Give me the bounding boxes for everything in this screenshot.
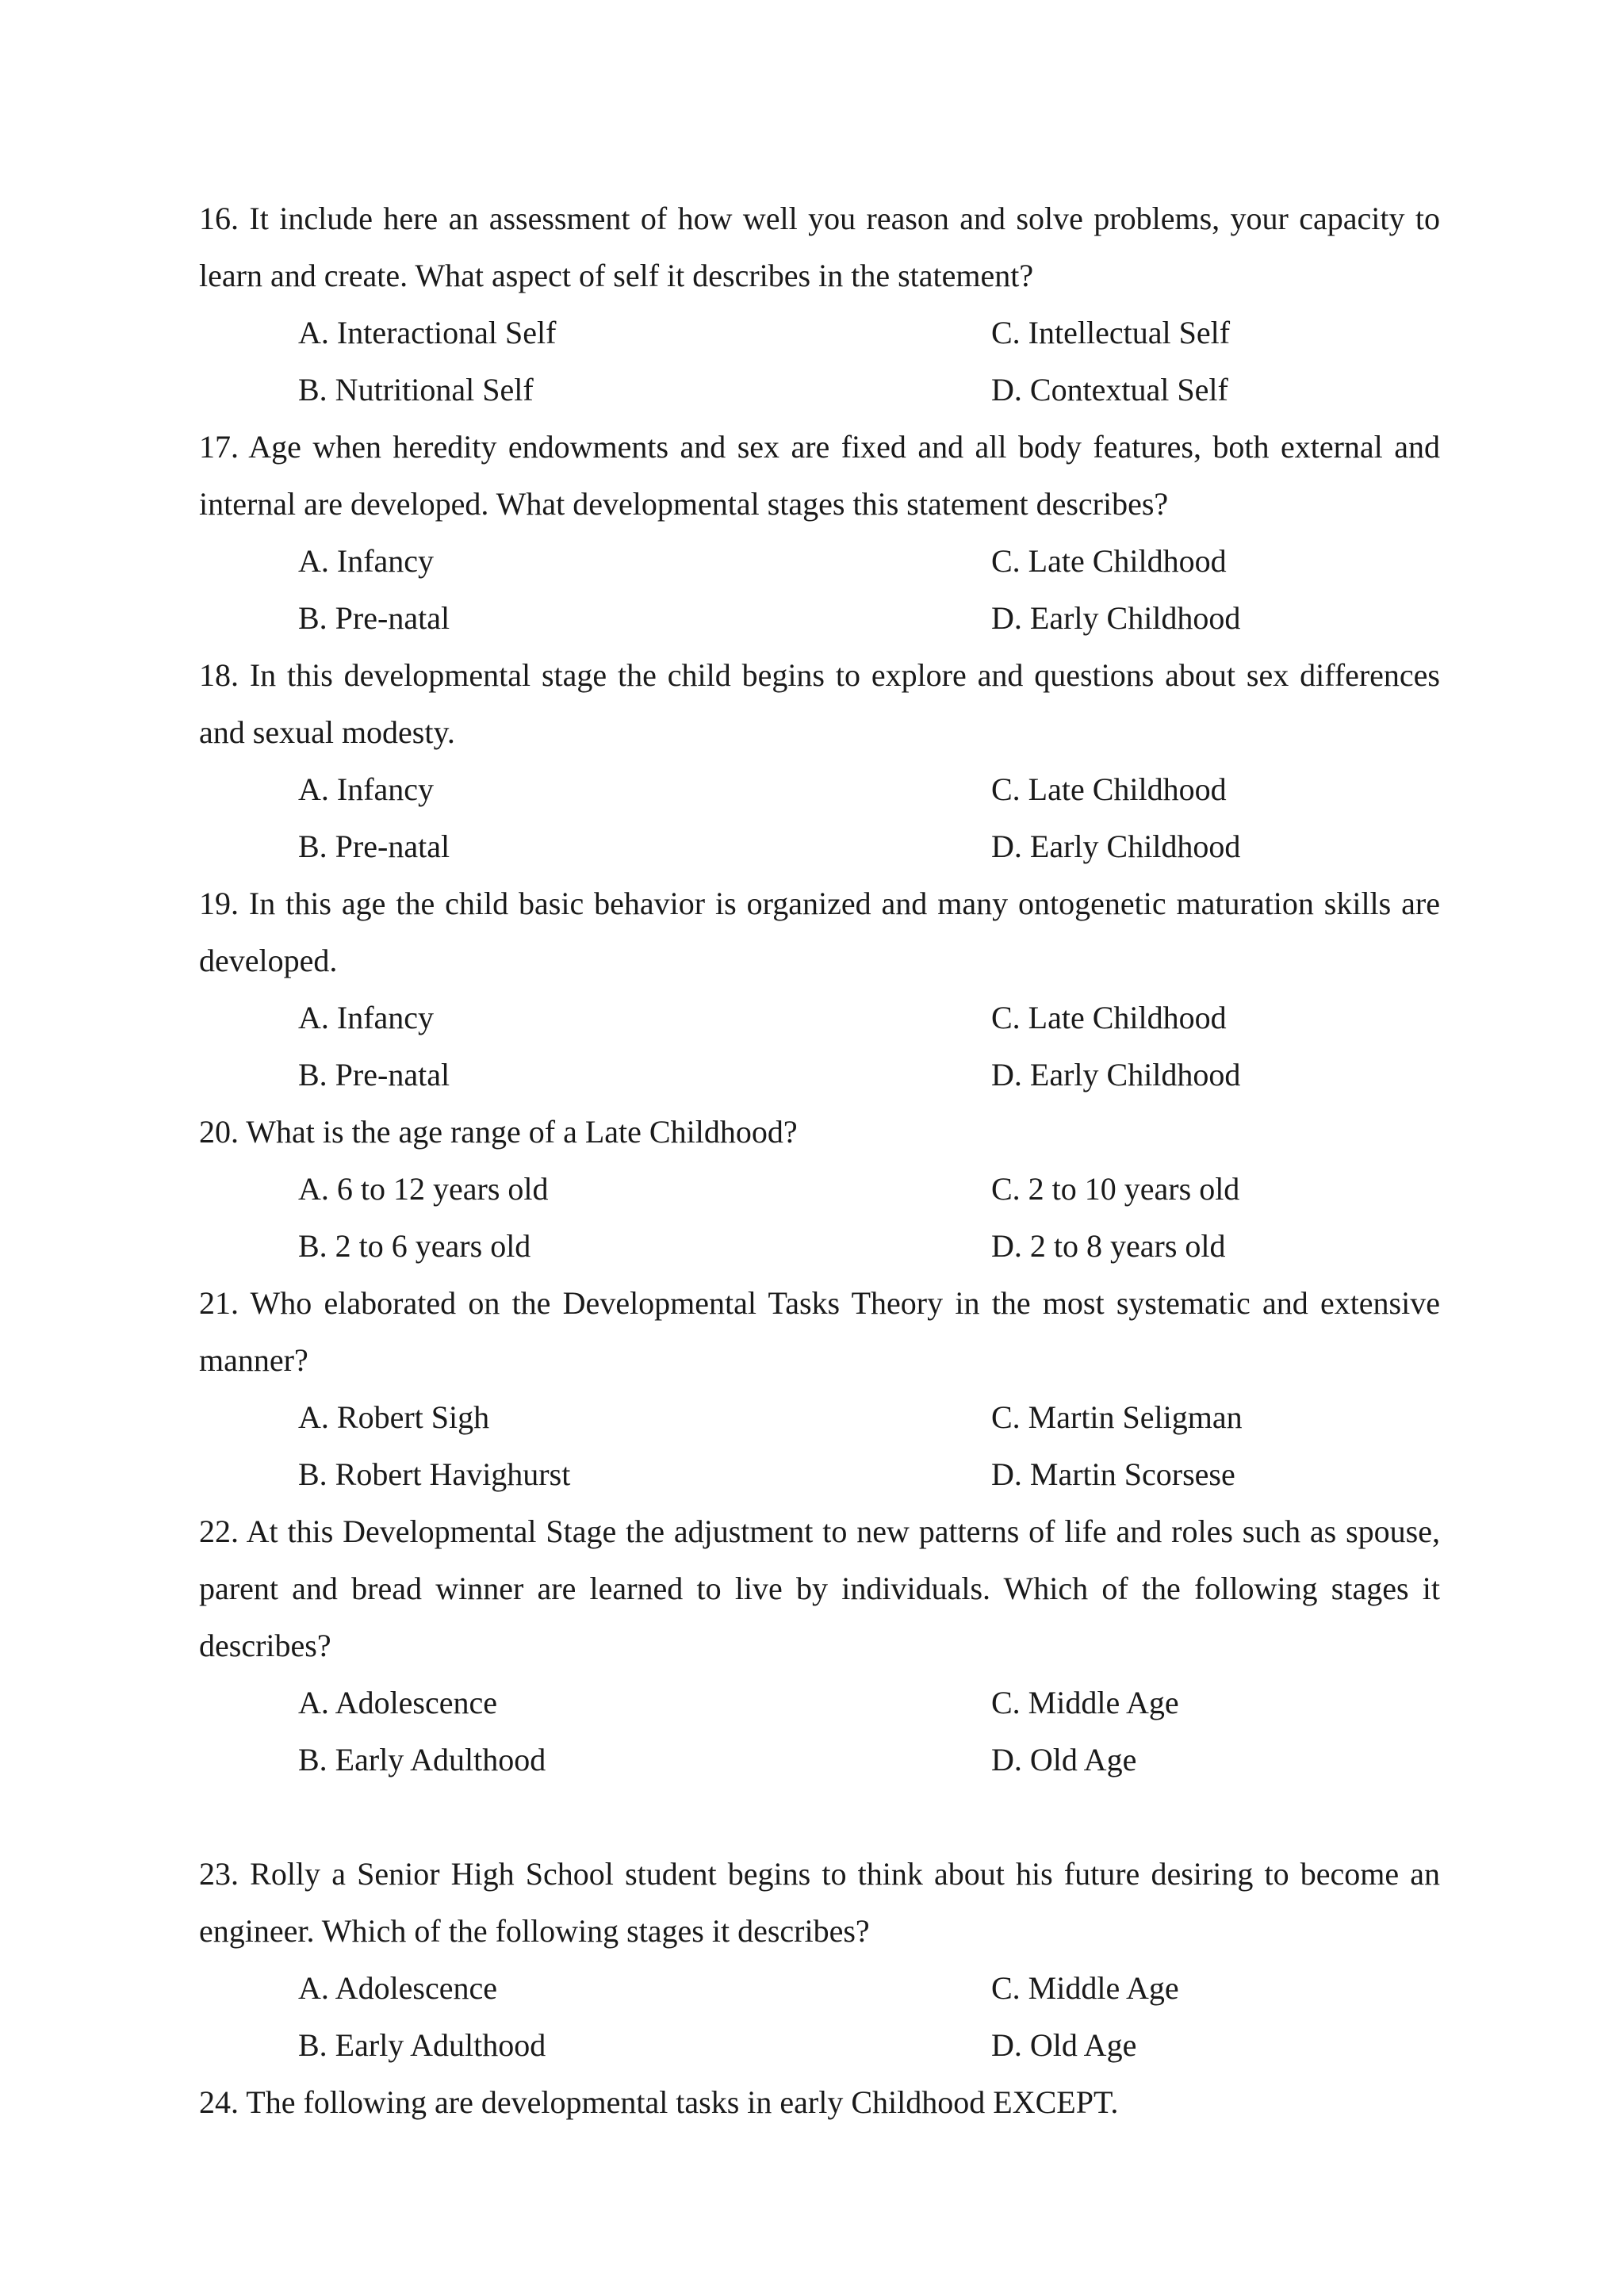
option-c: C. Intellectual Self <box>991 315 1231 350</box>
answer-options <box>199 1389 1440 1503</box>
option-a: A. Interactional Self <box>298 315 557 350</box>
option-d: D. Early Childhood <box>991 1057 1241 1093</box>
option-b: B. Robert Havighurst <box>298 1456 571 1492</box>
option-b: B. Nutritional Self <box>298 372 534 408</box>
question-stem: 23. Rolly a Senior High School student begins to think about his future desiring to become an engineer. Which of the following stages it describes? <box>199 1856 1440 1949</box>
option-b: B. Early Adulthood <box>298 2027 546 2063</box>
option-a: A. Infancy <box>298 771 435 807</box>
question-stem: 20. What is the age range of a Late Childhood? <box>199 1114 798 1150</box>
question-stem: 19. In this age the child basic behavior is organized and many ontogenetic maturation skills are developed. <box>199 886 1440 978</box>
option-c: C. Middle Age <box>991 1970 1179 2006</box>
option-d: D. Martin Scorsese <box>991 1456 1235 1492</box>
question-24 <box>199 2074 1440 2131</box>
blank-line <box>199 1789 1440 1846</box>
question-21 <box>199 1275 1440 1503</box>
option-b: B. Pre-natal <box>298 828 450 864</box>
option-d: D. 2 to 8 years old <box>991 1228 1226 1264</box>
answer-options <box>199 1674 1440 1789</box>
question-stem: 21. Who elaborated on the Developmental Tasks Theory in the most systematic and extensive manner? <box>199 1285 1440 1378</box>
answer-options <box>199 989 1440 1104</box>
option-d: D. Contextual Self <box>991 372 1228 408</box>
answer-options <box>199 1161 1440 1275</box>
option-a: A. Robert Sigh <box>298 1399 490 1435</box>
option-b: B. Early Adulthood <box>298 1742 546 1777</box>
question-stem: 24. The following are developmental tasks in early Childhood EXCEPT. <box>199 2084 1119 2120</box>
question-18 <box>199 647 1440 875</box>
option-b: B. Pre-natal <box>298 600 450 636</box>
option-d: D. Old Age <box>991 2027 1137 2063</box>
option-d: D. Old Age <box>991 1742 1137 1777</box>
answer-options <box>199 761 1440 875</box>
answer-options <box>199 1960 1440 2074</box>
option-a: A. Infancy <box>298 1000 435 1035</box>
question-20 <box>199 1104 1440 1275</box>
question-stem: 17. Age when heredity endowments and sex are fixed and all body features, both external and internal are developed. What developmental stages this statement describes? <box>199 429 1440 522</box>
option-c: C. Late Childhood <box>991 543 1227 579</box>
option-b: B. Pre-natal <box>298 1057 450 1093</box>
question-19 <box>199 875 1440 1104</box>
question-17 <box>199 419 1440 647</box>
question-stem: 18. In this developmental stage the child begins to explore and questions about sex differences and sexual modesty. <box>199 657 1440 750</box>
exam-page <box>199 190 1440 2131</box>
answer-options <box>199 304 1440 419</box>
option-d: D. Early Childhood <box>991 828 1241 864</box>
option-b: B. 2 to 6 years old <box>298 1228 531 1264</box>
question-23 <box>199 1846 1440 2074</box>
option-a: A. 6 to 12 years old <box>298 1171 549 1207</box>
option-a: A. Adolescence <box>298 1685 498 1720</box>
option-c: C. Late Childhood <box>991 771 1227 807</box>
question-stem: 16. It include here an assessment of how well you reason and solve problems, your capacity to learn and create. What aspect of self it describes in the statement? <box>199 201 1440 293</box>
question-stem: 22. At this Developmental Stage the adjustment to new patterns of life and roles such as spouse, parent and bread winner are learned to live by individuals. Which of the following stages it describes? <box>199 1513 1440 1663</box>
answer-options <box>199 533 1440 647</box>
option-d: D. Early Childhood <box>991 600 1241 636</box>
option-c: C. 2 to 10 years old <box>991 1171 1240 1207</box>
question-22 <box>199 1503 1440 1789</box>
option-a: A. Adolescence <box>298 1970 498 2006</box>
option-c: C. Middle Age <box>991 1685 1179 1720</box>
option-a: A. Infancy <box>298 543 435 579</box>
question-16 <box>199 190 1440 419</box>
option-c: C. Late Childhood <box>991 1000 1227 1035</box>
option-c: C. Martin Seligman <box>991 1399 1243 1435</box>
